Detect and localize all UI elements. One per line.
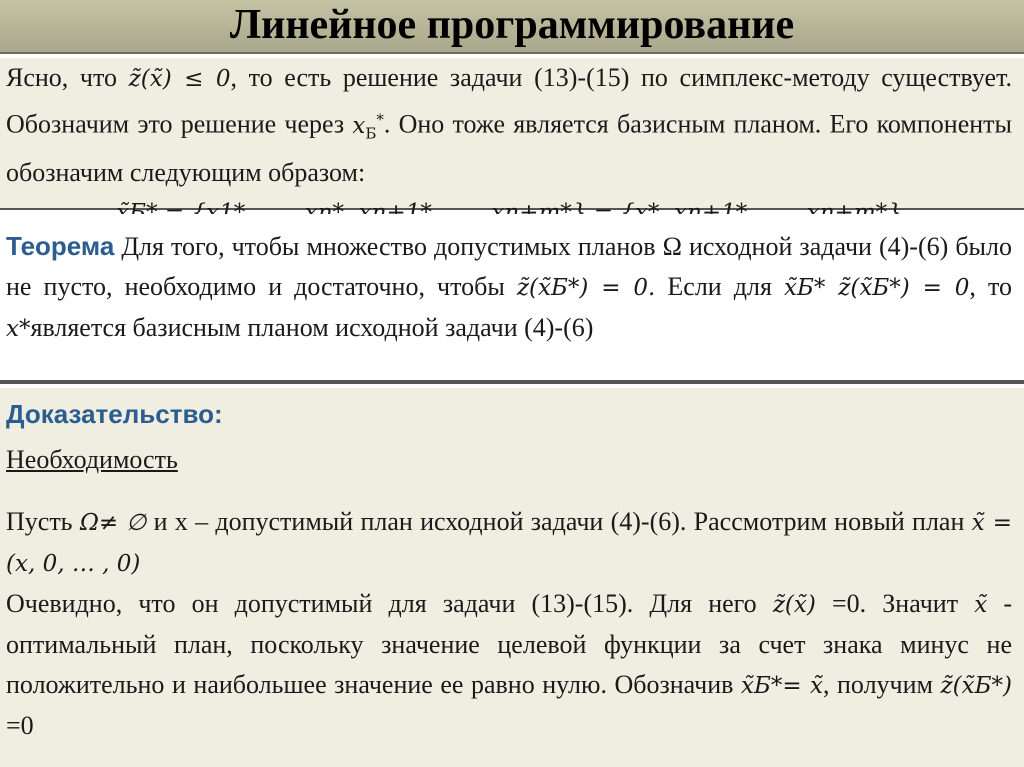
theorem-text-part: Если для: [655, 272, 785, 301]
theorem-text-part: является базисным планом исходной задачи (4)-(6): [30, 313, 594, 342]
proof-text-part: , получим: [822, 670, 941, 699]
theorem-eq: x̃Б* z̃(x̃Б*) = 0: [784, 275, 970, 301]
theorem-text: [6, 226, 1012, 349]
theorem-text-part: , то: [969, 272, 1012, 301]
theorem-block: [0, 214, 1024, 384]
proof-eq: Ω≠ ∅: [79, 510, 147, 536]
intro-block: [0, 58, 1024, 210]
proof-subtitle: Необходимость: [6, 445, 178, 474]
proof-eq: z̃(x̃Б*): [940, 673, 1012, 699]
intro-text-part: , то есть решение задачи (13)-(15) по симплекс-методу существует. Обозначим это решение через: [6, 63, 1012, 139]
proof-eq: x̃: [974, 592, 988, 618]
proof-eq: x̃ = (x, 0, … , 0): [6, 510, 1013, 577]
inequality: z̃(x̃) ≤ 0: [128, 66, 231, 92]
intro-text: [6, 58, 1012, 193]
proof-text-part: - оптимальный план, поскольку значение целевой функции за счет знака минус не положительно и наибольшее значение ее равно нулю. Обозначив: [6, 589, 1012, 699]
proof-text-part: =0. Значит: [815, 589, 975, 618]
proof-text-part: и x – допустимый план исходной задачи (4)-(6). Рассмотрим новый план: [146, 507, 972, 536]
proof-block: [0, 388, 1024, 767]
slide-title-bar: [0, 0, 1024, 54]
solution-var: [352, 110, 384, 143]
proof-title: Доказательство:: [6, 399, 223, 429]
theorem-label: Теорема: [6, 231, 115, 261]
proof-eq: x̃Б*= x̃: [740, 673, 823, 699]
var-x: x: [352, 112, 366, 139]
slide-title: Линейное программирование: [229, 2, 795, 48]
theorem-text-part: Для того, чтобы множество допустимых планов Ω исходной задачи (4)-(6) было не пусто, необходимо и достаточно, чтобы: [6, 232, 1012, 301]
proof-text-part: Пусть: [6, 507, 80, 536]
proof-text-part: Очевидно, что он допустимый для задачи (13)-(15). Для него: [6, 589, 773, 618]
theorem-eq: x*: [6, 316, 31, 342]
intro-text-part: Ясно, что: [6, 63, 129, 92]
intro-text-part: . Оно тоже является базисным планом. Его компоненты обозначим следующим образом:: [6, 109, 1012, 188]
var-sup: *: [376, 110, 384, 128]
spacer: [6, 480, 1012, 502]
theorem-eq: z̃(x̃Б*) = 0.: [516, 275, 656, 301]
proof-text: [6, 502, 1012, 746]
var-sub: Б: [365, 124, 377, 143]
proof-text-part: =0: [6, 711, 34, 740]
proof-eq: z̃(x̃): [772, 592, 816, 618]
